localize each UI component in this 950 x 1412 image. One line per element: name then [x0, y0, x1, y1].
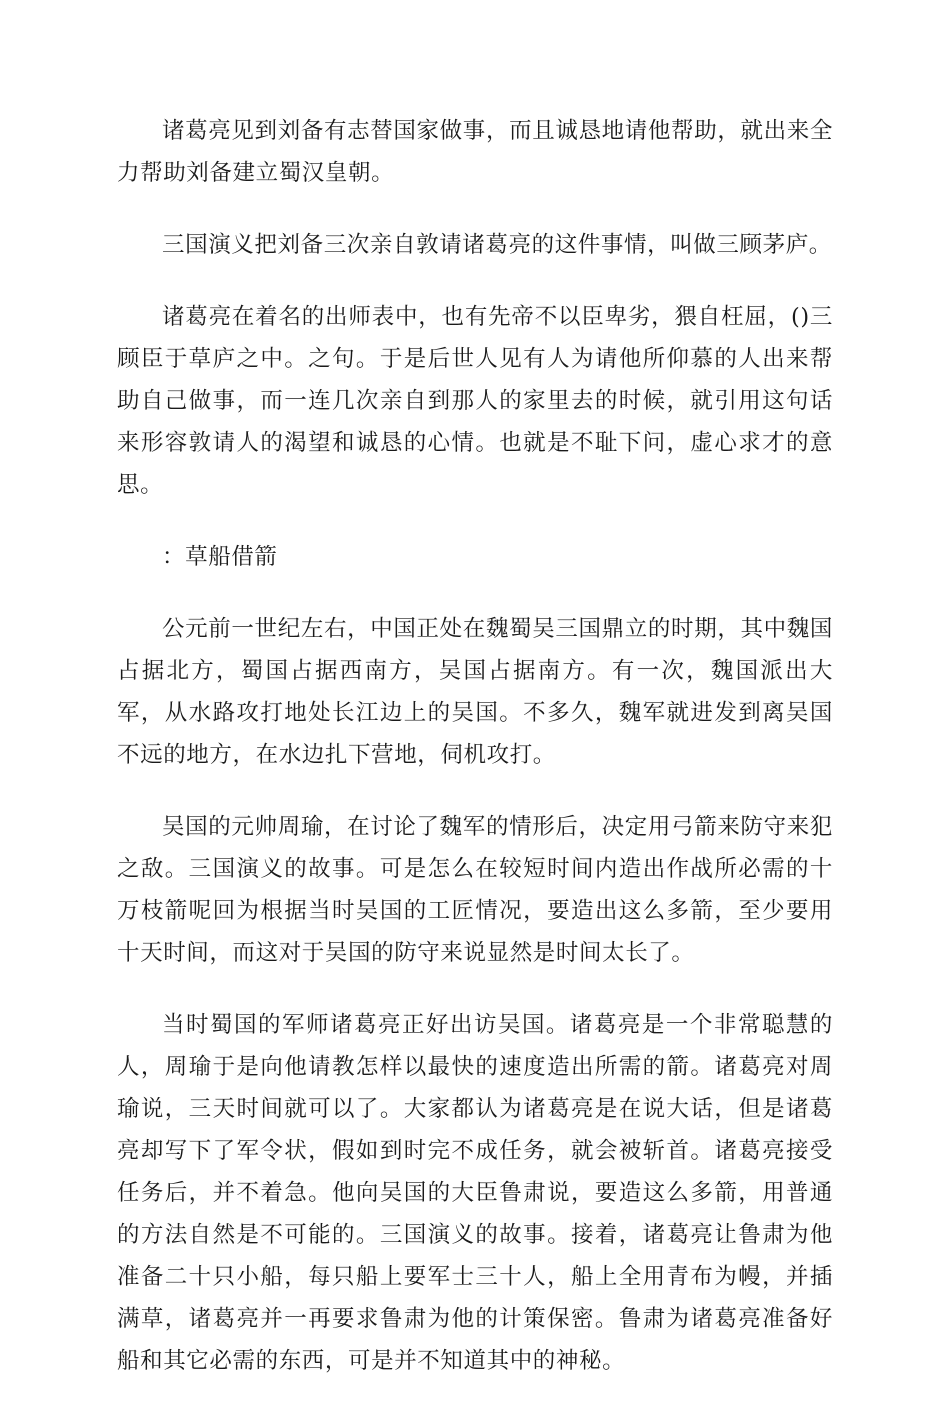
section-heading-caochuanjiejian: ：草船借箭 [162, 544, 278, 570]
paragraph-2: 三国演义把刘备三次亲自敦请诸葛亮的这件事情，叫做三顾茅庐。 [162, 232, 832, 258]
paragraph-3: 诸葛亮在着名的出师表中，也有先帝不以臣卑劣，猥自枉屈，()三顾臣于草庐之中。之句。于是后世人见有人为请他所仰慕的人出来帮助自己做事，而一连几次亲自到那人的家里去的时候，就引用这句话来形容敦请人的渴望和诚恳的心情。也就是不耻下问，虚心求才的意思。 [117, 304, 833, 498]
paragraph-5: 公元前一世纪左右，中国正处在魏蜀吴三国鼎立的时期，其中魏国占据北方，蜀国占据西南方，吴国占据南方。有一次，魏国派出大军，从水路攻打地处长江边上的吴国。不多久，魏军就进发到离吴国不远的地方，在水边扎下营地，伺机攻打。 [117, 616, 833, 768]
paragraph-7: 当时蜀国的军师诸葛亮正好出访吴国。诸葛亮是一个非常聪慧的人，周瑜于是向他请教怎样以最快的速度造出所需的箭。诸葛亮对周瑜说，三天时间就可以了。大家都认为诸葛亮是在说大话，但是诸葛亮却写下了军令状，假如到时完不成任务，就会被斩首。诸葛亮接受任务后，并不着急。他向吴国的大臣鲁肃说，要造这么多箭，用普通的方法自然是不可能的。三国演义的故事。接着，诸葛亮让鲁肃为他准备二十只小船，每只船上要军士三十人，船上全用青布为幔，并插满草，诸葛亮并一再要求鲁肃为他的计策保密。鲁肃为诸葛亮准备好船和其它必需的东西，可是并不知道其中的神秘。 [117, 1012, 833, 1374]
paragraph-6: 吴国的元帅周瑜，在讨论了魏军的情形后，决定用弓箭来防守来犯之敌。三国演义的故事。可是怎么在较短时间内造出作战所必需的十万枝箭呢回为根据当时吴国的工匠情况，要造出这么多箭，至少要用十天时间，而这对于吴国的防守来说显然是时间太长了。 [117, 814, 833, 966]
document-body [117, 110, 833, 1412]
paragraph-1: 诸葛亮见到刘备有志替国家做事，而且诚恳地请他帮助，就出来全力帮助刘备建立蜀汉皇朝。 [117, 118, 833, 186]
